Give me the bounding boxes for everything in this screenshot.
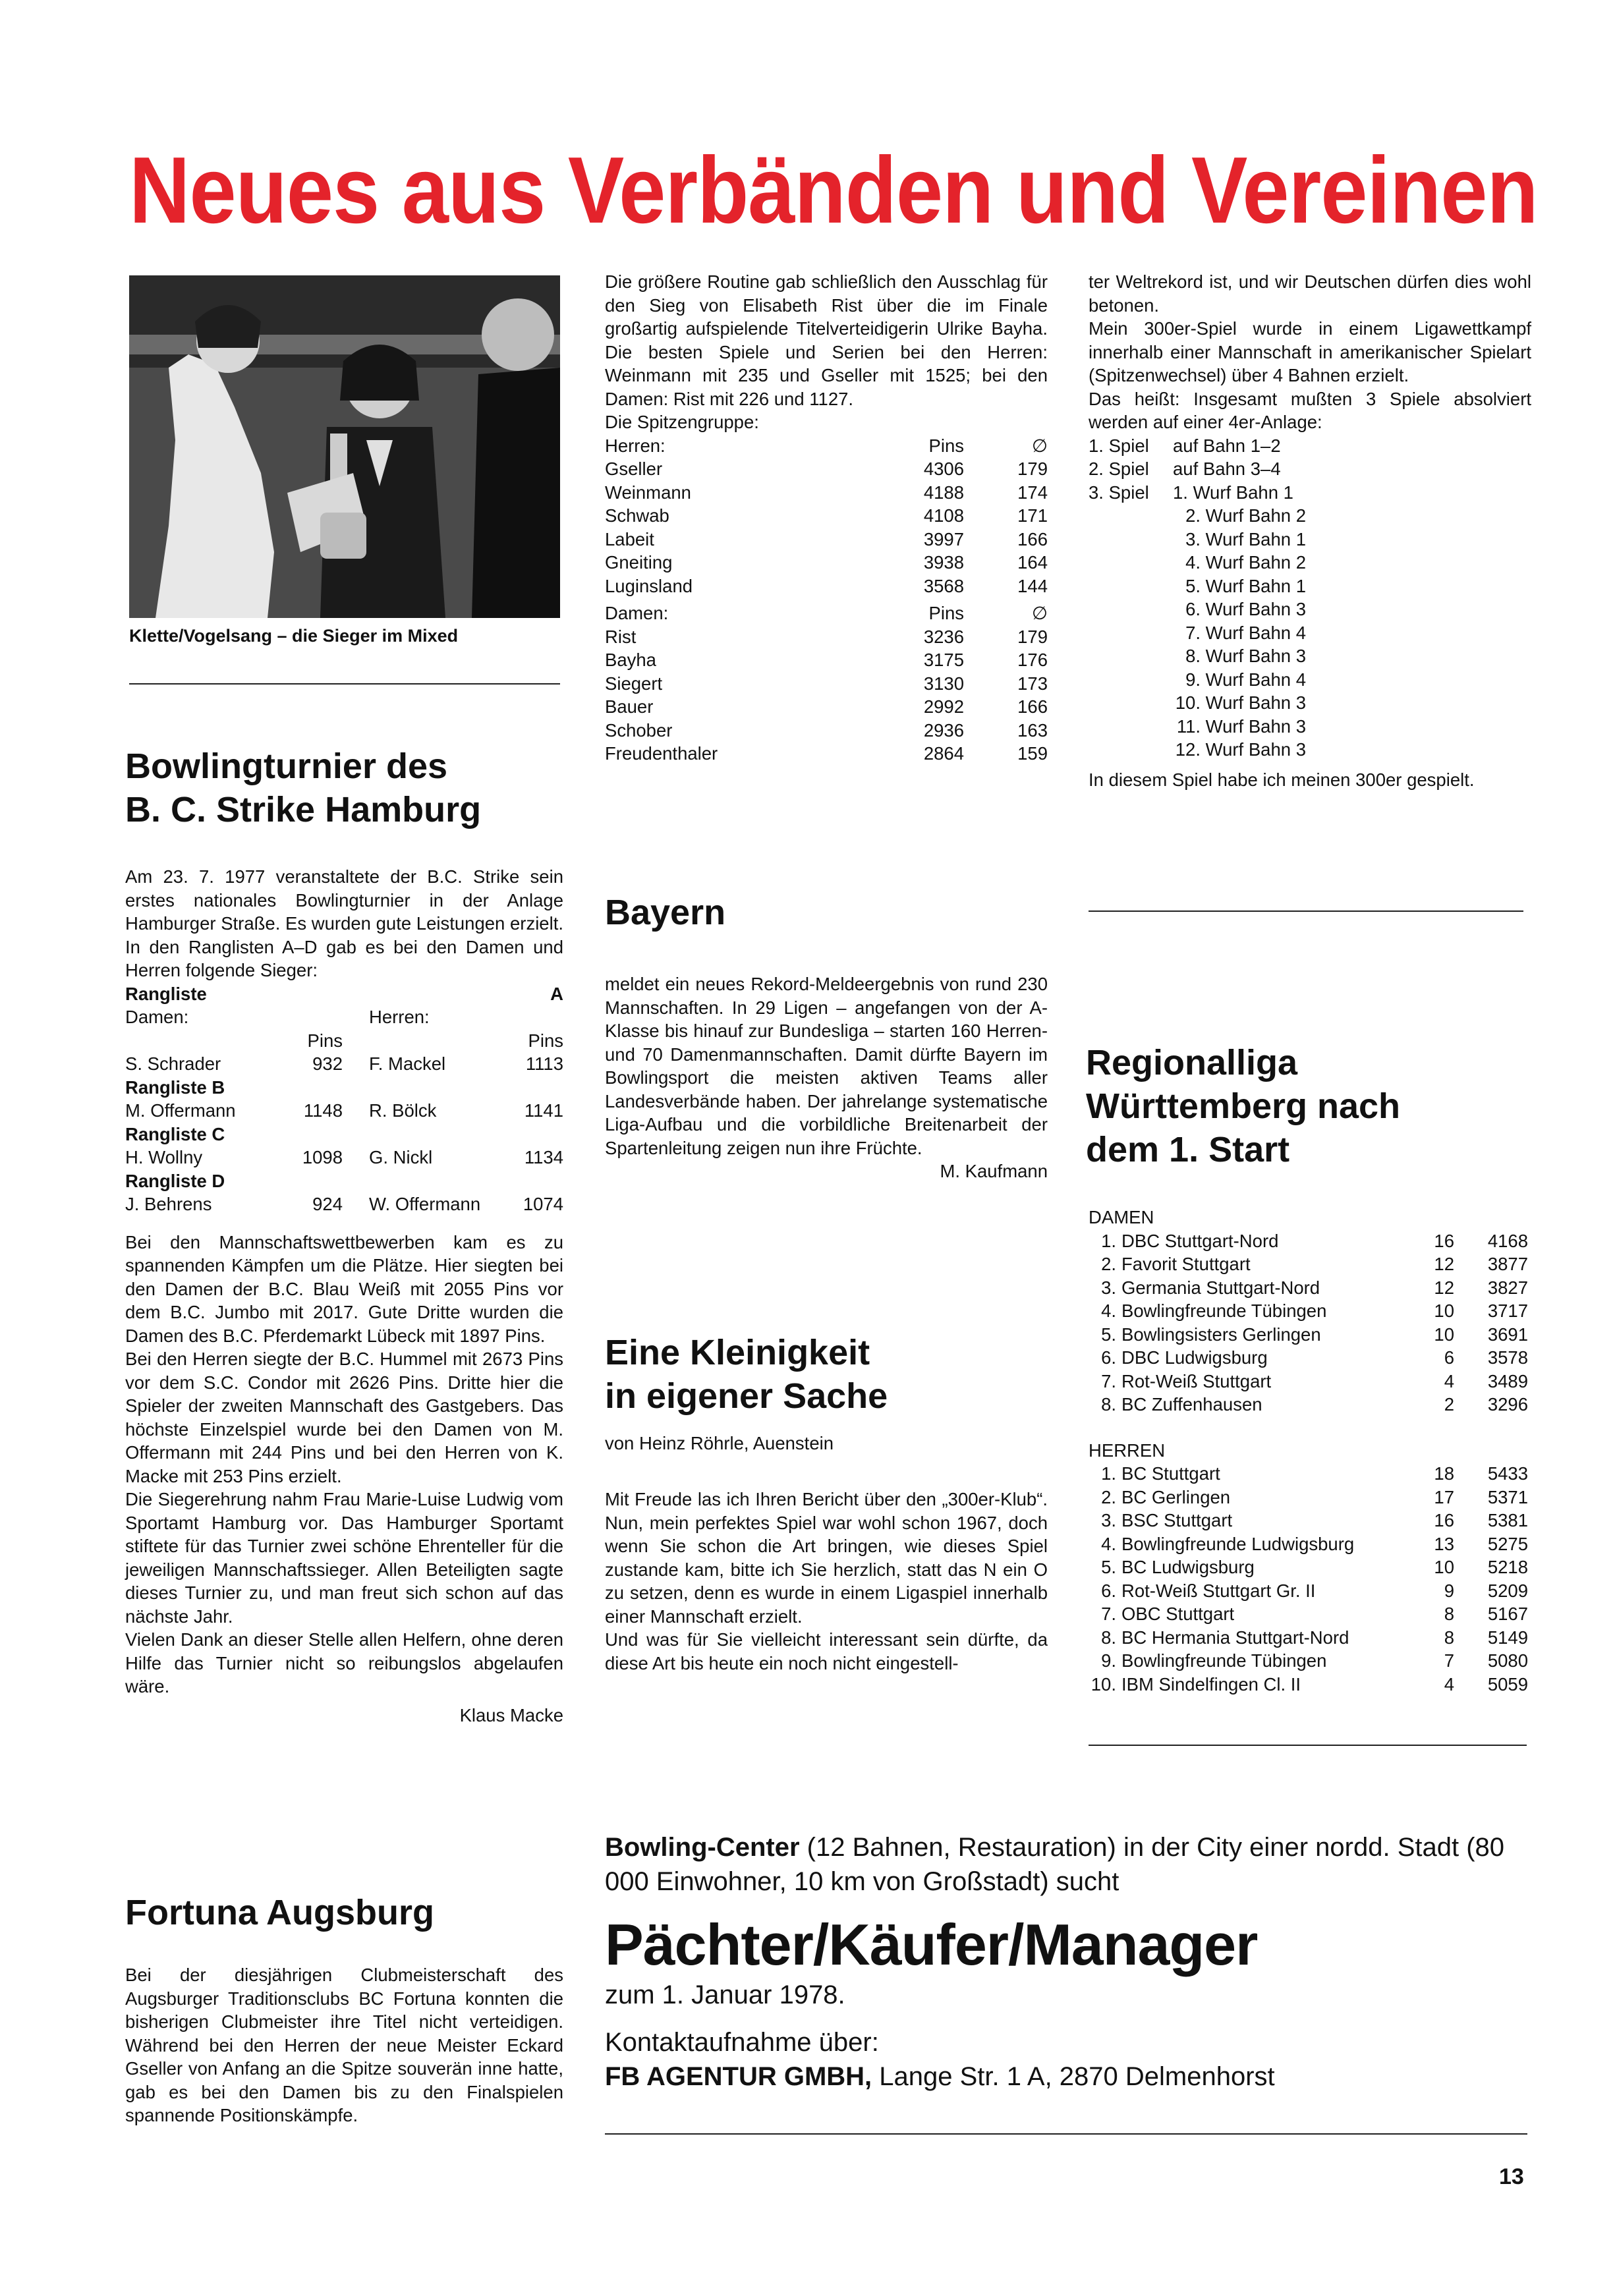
spiel-detail: auf Bahn 1–2: [1173, 435, 1281, 456]
pins-header: Pins: [528, 1030, 563, 1051]
player-avg: 179: [1017, 626, 1048, 647]
damen-table: [1089, 1229, 1531, 1416]
avg-header: ∅: [1032, 603, 1048, 623]
team: BC Stuttgart: [1121, 1463, 1220, 1484]
player-name: Schober: [605, 719, 673, 741]
points: 12: [1434, 1254, 1454, 1274]
rank: 6.: [1101, 1580, 1116, 1601]
bayern-title: Bayern: [605, 893, 726, 932]
player-avg: 174: [1017, 482, 1048, 503]
rank: 10.: [1091, 1673, 1116, 1694]
rank: 2.: [1101, 1486, 1116, 1507]
damen-name: J. Behrens: [125, 1194, 212, 1214]
right-text: Das heißt: Insgesamt mußten 3 Spiele absolviert werden auf einer 4er-Anlage:: [1089, 388, 1531, 432]
spiel-label: 1. Spiel: [1089, 435, 1149, 456]
strike-paragraph: Die Siegerehrung nahm Frau Marie-Luise Ludwig vom Sportamt Hamburg vor. Das Hamburger Sportamt stiftete für das Turnier zwei schöne Ehrenteller für die jeweiligen Mannschaftssieger. Allen Beteiligten sagte dieses Turnier zu, und man freut sich schon auf das nächste Jahr.: [125, 1489, 563, 1627]
ad-lead-rest: (12 Bahnen, Restauration) in der City einer nordd. Stadt (80 000 Einwohner, 10 km von Großstadt) sucht: [605, 1833, 1505, 1896]
right-column: [1089, 270, 1531, 791]
wurf-item: 4. Wurf Bahn 2: [1185, 552, 1306, 573]
spitzengruppe-label: Die Spitzengruppe:: [605, 412, 759, 432]
points: 10: [1434, 1324, 1454, 1345]
player-pins: 3568: [923, 575, 964, 596]
points: 18: [1434, 1463, 1454, 1484]
player-pins: 3236: [923, 626, 964, 647]
kleinigkeit-article: [605, 1331, 1048, 1418]
wurf-item: 7. Wurf Bahn 4: [1185, 622, 1306, 643]
rank: 4.: [1101, 1533, 1116, 1554]
team: BC Ludwigsburg: [1121, 1557, 1255, 1577]
photo-caption: Klette/Vogelsang – die Sieger im Mixed: [129, 626, 459, 646]
ad-contact-label: Kontaktaufnahme über:: [605, 2028, 879, 2057]
rank: 2.: [1101, 1254, 1116, 1274]
divider: [1089, 910, 1523, 912]
player-avg: 179: [1017, 459, 1048, 479]
player-pins: 2936: [923, 719, 964, 741]
herren-heading: HERREN: [1089, 1440, 1166, 1461]
strike-title-line1: Bowlingturnier des: [125, 746, 448, 786]
strike-intro: Am 23. 7. 1977 veranstaltete der B.C. Strike sein erstes nationales Bowlingturnier in der Anlage Hamburger Straße. Es wurden gute Leistungen erzielt. In den Ranglisten A–D gab es bei den Damen und Herren folgende Sieger:: [125, 866, 563, 980]
page-title: Neues aus Verbänden und Vereinen: [129, 138, 1538, 244]
points: 9: [1444, 1580, 1454, 1601]
divider: [1089, 1745, 1527, 1746]
damen-name: H. Wollny: [125, 1147, 203, 1167]
points: 2: [1444, 1394, 1454, 1414]
points: 10: [1434, 1301, 1454, 1321]
ad-lead-bold: Bowling-Center: [605, 1833, 800, 1862]
right-text: ter Weltrekord ist, und wir Deutschen dürfen dies wohl betonen.: [1089, 271, 1531, 316]
player-name: Gneiting: [605, 552, 673, 573]
player-pins: 3997: [923, 528, 964, 549]
pins: 5080: [1487, 1650, 1528, 1671]
player-name: Rist: [605, 626, 637, 647]
herren-pins: 1141: [524, 1100, 563, 1121]
rank: 5.: [1101, 1324, 1116, 1345]
regionalliga-title-line2: Württemberg nach: [1086, 1086, 1401, 1126]
regionalliga-title-line3: dem 1. Start: [1086, 1130, 1290, 1169]
team: BC Hermania Stuttgart-Nord: [1121, 1627, 1349, 1648]
pins: 3489: [1487, 1370, 1528, 1391]
player-name: Bayha: [605, 650, 656, 670]
ad-headline: Pächter/Käufer/Manager: [605, 1912, 1258, 1977]
team: BC Zuffenhausen: [1121, 1394, 1262, 1414]
fortuna-body: [125, 1963, 563, 2127]
player-avg: 163: [1017, 719, 1048, 741]
regionalliga-tables: [1089, 1206, 1531, 1696]
herren-table: [1089, 1462, 1531, 1696]
pins: 5167: [1487, 1604, 1528, 1624]
middle-column: [605, 270, 1048, 766]
herren-name: W. Offermann: [369, 1194, 481, 1214]
ad-agency-address: Lange Str. 1 A, 2870 Delmenhorst: [872, 2062, 1275, 2091]
kleinigkeit-body: [605, 1488, 1048, 1675]
points: 8: [1444, 1627, 1454, 1648]
strike-body: [125, 865, 563, 1727]
bayern-article: [605, 891, 1048, 934]
player-avg: 173: [1017, 673, 1048, 694]
herren-pins: 1134: [524, 1147, 563, 1167]
fortuna-article: [125, 1891, 560, 1934]
rank: 9.: [1101, 1650, 1116, 1671]
player-avg: 144: [1017, 575, 1048, 596]
strike-paragraph: Vielen Dank an dieser Stelle allen Helfern, ohne deren Hilfe das Turnier nicht so reibungslos abgelaufen wäre.: [125, 1629, 563, 1696]
wurf-item: 6. Wurf Bahn 3: [1185, 599, 1306, 619]
team: Favorit Stuttgart: [1121, 1254, 1251, 1274]
damen-heading: DAMEN: [1089, 1207, 1154, 1227]
points: 6: [1444, 1347, 1454, 1368]
spiel-label: 3. Spiel: [1089, 482, 1149, 503]
pins: 5209: [1487, 1580, 1528, 1601]
player-pins: 2864: [923, 743, 964, 764]
rank: 5.: [1101, 1557, 1116, 1577]
herren-pins: 1074: [523, 1194, 563, 1214]
wurf-item: 10. Wurf Bahn 3: [1175, 692, 1306, 713]
damen-pins: 1148: [303, 1100, 343, 1121]
pins: 5275: [1487, 1533, 1528, 1554]
points: 16: [1434, 1510, 1454, 1530]
bayern-text: meldet ein neues Rekord-Meldeergebnis von rund 230 Mannschaften. In 29 Ligen – angefangen von der A-Klasse bis hinauf zur Bundesliga – starten 160 Herren- und 70 Damenmannschaften. Damit dürfte Bayern im Bowlingsport die meisten aktiven Teams aller Landesverbände haben. Der jahrelange systematische Liga-Aufbau und die vorbildliche Breitenarbeit der Spartenleitung zeigen nun ihre Früchte.: [605, 974, 1048, 1158]
ad-intro: [605, 1830, 1527, 1899]
player-name: Siegert: [605, 673, 663, 694]
points: 13: [1434, 1533, 1454, 1554]
ad-agency-name: FB AGENTUR GMBH,: [605, 2062, 872, 2091]
team: DBC Stuttgart-Nord: [1121, 1230, 1279, 1251]
player-pins: 4188: [923, 482, 964, 503]
spiel-detail: auf Bahn 3–4: [1173, 459, 1281, 479]
bayern-author: M. Kaufmann: [940, 1161, 1048, 1181]
wurf-item: 5. Wurf Bahn 1: [1185, 575, 1306, 596]
strike-paragraph: Bei den Mannschaftswettbewerben kam es zu spannenden Kämpfen um die Plätze. Hier siegten bei den Damen der B.C. Blau Weiß mit 2055 Pins vor dem B.C. Jumbo mit 2017. Gute Dritte wurden die Damen des B.C. Pferdemarkt Lübeck mit 1897 Pins.: [125, 1231, 563, 1346]
rank: 1.: [1101, 1463, 1116, 1484]
fortuna-text: Bei der diesjährigen Clubmeisterschaft des Augsburger Traditionsclubs BC Fortuna konnten die bisherigen Clubmeister ihre Titel nicht verteidigen. Während bei den Herren der neue Meister Eckard Gseller von Anfang an die Spitze souverän inne hatte, gab es bei den Damen bis zu den Finalspielen spannende Positionskämpfe.: [125, 1965, 563, 2125]
team: Bowlingfreunde Tübingen: [1121, 1650, 1327, 1671]
rangliste-a: A: [550, 983, 563, 1004]
advertisement: [605, 1830, 1527, 2094]
player-pins: 3938: [923, 552, 964, 573]
team: Bowlingfreunde Ludwigsburg: [1121, 1533, 1355, 1554]
pins: 5371: [1487, 1486, 1528, 1507]
kleinigkeit-text: Mit Freude las ich Ihren Bericht über den „300er-Klub“. Nun, mein perfektes Spiel war wohl schon 1967, doch wenn Sie schon die Art bringen, wie dieses Spiel zustande kam, bitte ich Sie herzlich, statt das N ein O zu setzen, denn es wurde in einem Ligaspiel innerhalb einer Mannschaft erzielt.: [605, 1489, 1048, 1627]
player-name: Labeit: [605, 528, 654, 549]
player-pins: 2992: [923, 696, 964, 717]
spiele-list: [1089, 434, 1531, 505]
rank: 3.: [1101, 1277, 1116, 1298]
kleinigkeit-byline: von Heinz Röhrle, Auenstein: [605, 1433, 834, 1453]
damen-name: M. Offermann: [125, 1100, 236, 1121]
points: 10: [1434, 1557, 1454, 1577]
rank: 6.: [1101, 1347, 1116, 1368]
damen-pins: 924: [312, 1194, 343, 1214]
player-pins: 4108: [923, 505, 964, 526]
points: 4: [1444, 1673, 1454, 1694]
herren-pins: 1113: [525, 1053, 563, 1074]
player-name: Freudenthaler: [605, 743, 718, 764]
herren-name: G. Nickl: [369, 1147, 433, 1167]
team: OBC Stuttgart: [1121, 1604, 1235, 1624]
ad-agency: [605, 2059, 1527, 2094]
pins: 3877: [1487, 1254, 1528, 1274]
rangliste-d-label: Rangliste D: [125, 1170, 225, 1191]
rank: 8.: [1101, 1627, 1116, 1648]
wurf-item: 3. Wurf Bahn 1: [1185, 528, 1306, 549]
pins: 4168: [1487, 1230, 1528, 1251]
herren-name: F. Mackel: [369, 1053, 446, 1074]
team: Rot-Weiß Stuttgart Gr. II: [1121, 1580, 1316, 1601]
player-avg: 166: [1017, 528, 1048, 549]
strike-paragraph: Bei den Herren siegte der B.C. Hummel mit 2673 Pins vor dem S.C. Condor mit 2626 Pins. Dritte hier die Spieler der zweiten Mannschaft des Gastgebers. Das höchste Einzelspiel wurde bei den Damen von M. Offermann mit 244 Pins und bei den Herren von K. Macke mit 253 Pins erzielt.: [125, 1349, 563, 1486]
divider: [129, 683, 560, 685]
rangliste-b-label: Rangliste B: [125, 1077, 225, 1098]
team: DBC Ludwigsburg: [1121, 1347, 1268, 1368]
pins: 5433: [1487, 1463, 1528, 1484]
middle-intro: Die größere Routine gab schließlich den Ausschlag für den Sieg von Elisabeth Rist über die im Finale großartig aufspielende Titelverteidigerin Ulrike Bayha. Die besten Spiele und Serien bei den Herren: Weinmann mit 235 und Gseller mit 1525; bei den Damen: Rist mit 226 und 1127.: [605, 271, 1048, 409]
spiel-detail: 1. Wurf Bahn 1: [1173, 482, 1293, 503]
team: Germania Stuttgart-Nord: [1121, 1277, 1320, 1298]
player-avg: 166: [1017, 696, 1048, 717]
points: 16: [1434, 1230, 1454, 1251]
pins-header: Pins: [928, 603, 964, 623]
player-pins: 3130: [923, 673, 964, 694]
pins: 5059: [1487, 1673, 1528, 1694]
team: Bowlingfreunde Tübingen: [1121, 1301, 1327, 1321]
points: 12: [1434, 1277, 1454, 1298]
pins: 5149: [1487, 1627, 1528, 1648]
kleinigkeit-text: Und was für Sie vielleicht interessant sein dürfte, da diese Art bis heute ein noch nicht eingestell-: [605, 1629, 1048, 1673]
points: 7: [1444, 1650, 1454, 1671]
rangliste-label: Rangliste: [125, 983, 207, 1004]
avg-header: ∅: [1032, 435, 1048, 456]
player-name: Gseller: [605, 459, 663, 479]
pins-header: Pins: [928, 435, 964, 456]
player-name: Luginsland: [605, 575, 693, 596]
rank: 1.: [1101, 1230, 1116, 1251]
pins: 5218: [1487, 1557, 1528, 1577]
page-number: 13: [1499, 2164, 1524, 2189]
wurf-item: 12. Wurf Bahn 3: [1175, 739, 1306, 760]
strike-title-line2: B. C. Strike Hamburg: [125, 790, 482, 829]
wurf-list: [1089, 504, 1316, 762]
points: 4: [1444, 1370, 1454, 1391]
team: Bowlingsisters Gerlingen: [1121, 1324, 1321, 1345]
rank: 8.: [1101, 1394, 1116, 1414]
strike-article: [125, 744, 560, 831]
ad-bottom-rule: [605, 2133, 1527, 2135]
rank: 7.: [1101, 1370, 1116, 1391]
regionalliga-article: [1086, 1041, 1531, 1171]
right-text: Mein 300er-Spiel wurde in einem Ligawettkampf innerhalb einer Mannschaft in amerikanischer Spielart (Spitzenwechsel) über 4 Bahnen erzielt.: [1089, 318, 1531, 385]
pins: 3578: [1487, 1347, 1528, 1368]
wurf-item: 11. Wurf Bahn 3: [1176, 715, 1306, 737]
bayern-body: [605, 972, 1048, 1183]
pins-header: Pins: [307, 1030, 343, 1051]
rank: 3.: [1101, 1510, 1116, 1530]
player-pins: 4306: [923, 459, 964, 479]
wurf-item: 9. Wurf Bahn 4: [1185, 669, 1306, 690]
damen-name: S. Schrader: [125, 1053, 221, 1074]
photo-illustration: [129, 275, 560, 618]
player-name: Weinmann: [605, 482, 691, 503]
regionalliga-title-line1: Regionalliga: [1086, 1043, 1298, 1082]
damen-pins: 1098: [302, 1147, 343, 1167]
player-name: Schwab: [605, 505, 669, 526]
kleinigkeit-title-line2: in eigener Sache: [605, 1376, 888, 1416]
herren-name: R. Bölck: [369, 1100, 437, 1121]
herren-label: Herren:: [369, 1007, 430, 1027]
pins: 3717: [1487, 1301, 1528, 1321]
pins: 3691: [1487, 1324, 1528, 1345]
rangliste-c-label: Rangliste C: [125, 1123, 225, 1144]
points: 17: [1434, 1486, 1454, 1507]
player-avg: 171: [1017, 505, 1048, 526]
wurf-item: 2. Wurf Bahn 2: [1185, 505, 1306, 526]
points: 8: [1444, 1604, 1454, 1624]
damen-pins: 932: [312, 1053, 343, 1074]
pins: 3827: [1487, 1277, 1528, 1298]
strike-author: Klaus Macke: [459, 1704, 563, 1725]
team: BC Gerlingen: [1121, 1486, 1231, 1507]
team: Rot-Weiß Stuttgart: [1121, 1370, 1272, 1391]
pins: 5381: [1487, 1510, 1528, 1530]
player-avg: 164: [1017, 552, 1048, 573]
fortuna-title: Fortuna Augsburg: [125, 1893, 434, 1932]
rangliste-table: [125, 982, 563, 1216]
player-avg: 159: [1017, 743, 1048, 764]
kleinigkeit-title-line1: Eine Kleinigkeit: [605, 1333, 870, 1372]
team: IBM Sindelfingen Cl. II: [1121, 1673, 1301, 1694]
spiel-label: 2. Spiel: [1089, 459, 1149, 479]
player-pins: 3175: [923, 650, 964, 670]
player-avg: 176: [1017, 650, 1048, 670]
ad-date: zum 1. Januar 1978.: [605, 1980, 845, 2009]
player-name: Bauer: [605, 696, 654, 717]
team: BSC Stuttgart: [1121, 1510, 1233, 1530]
right-closing: In diesem Spiel habe ich meinen 300er gespielt.: [1089, 769, 1475, 790]
pins: 3296: [1487, 1394, 1528, 1414]
spitzengruppe-table: [605, 434, 1048, 766]
wurf-item: 8. Wurf Bahn 3: [1185, 646, 1306, 666]
damen-label: Damen:: [605, 603, 669, 623]
rank: 4.: [1101, 1301, 1116, 1321]
damen-label: Damen:: [125, 1007, 189, 1027]
herren-label: Herren:: [605, 435, 666, 456]
rank: 7.: [1101, 1604, 1116, 1624]
award-photo: [129, 275, 560, 618]
